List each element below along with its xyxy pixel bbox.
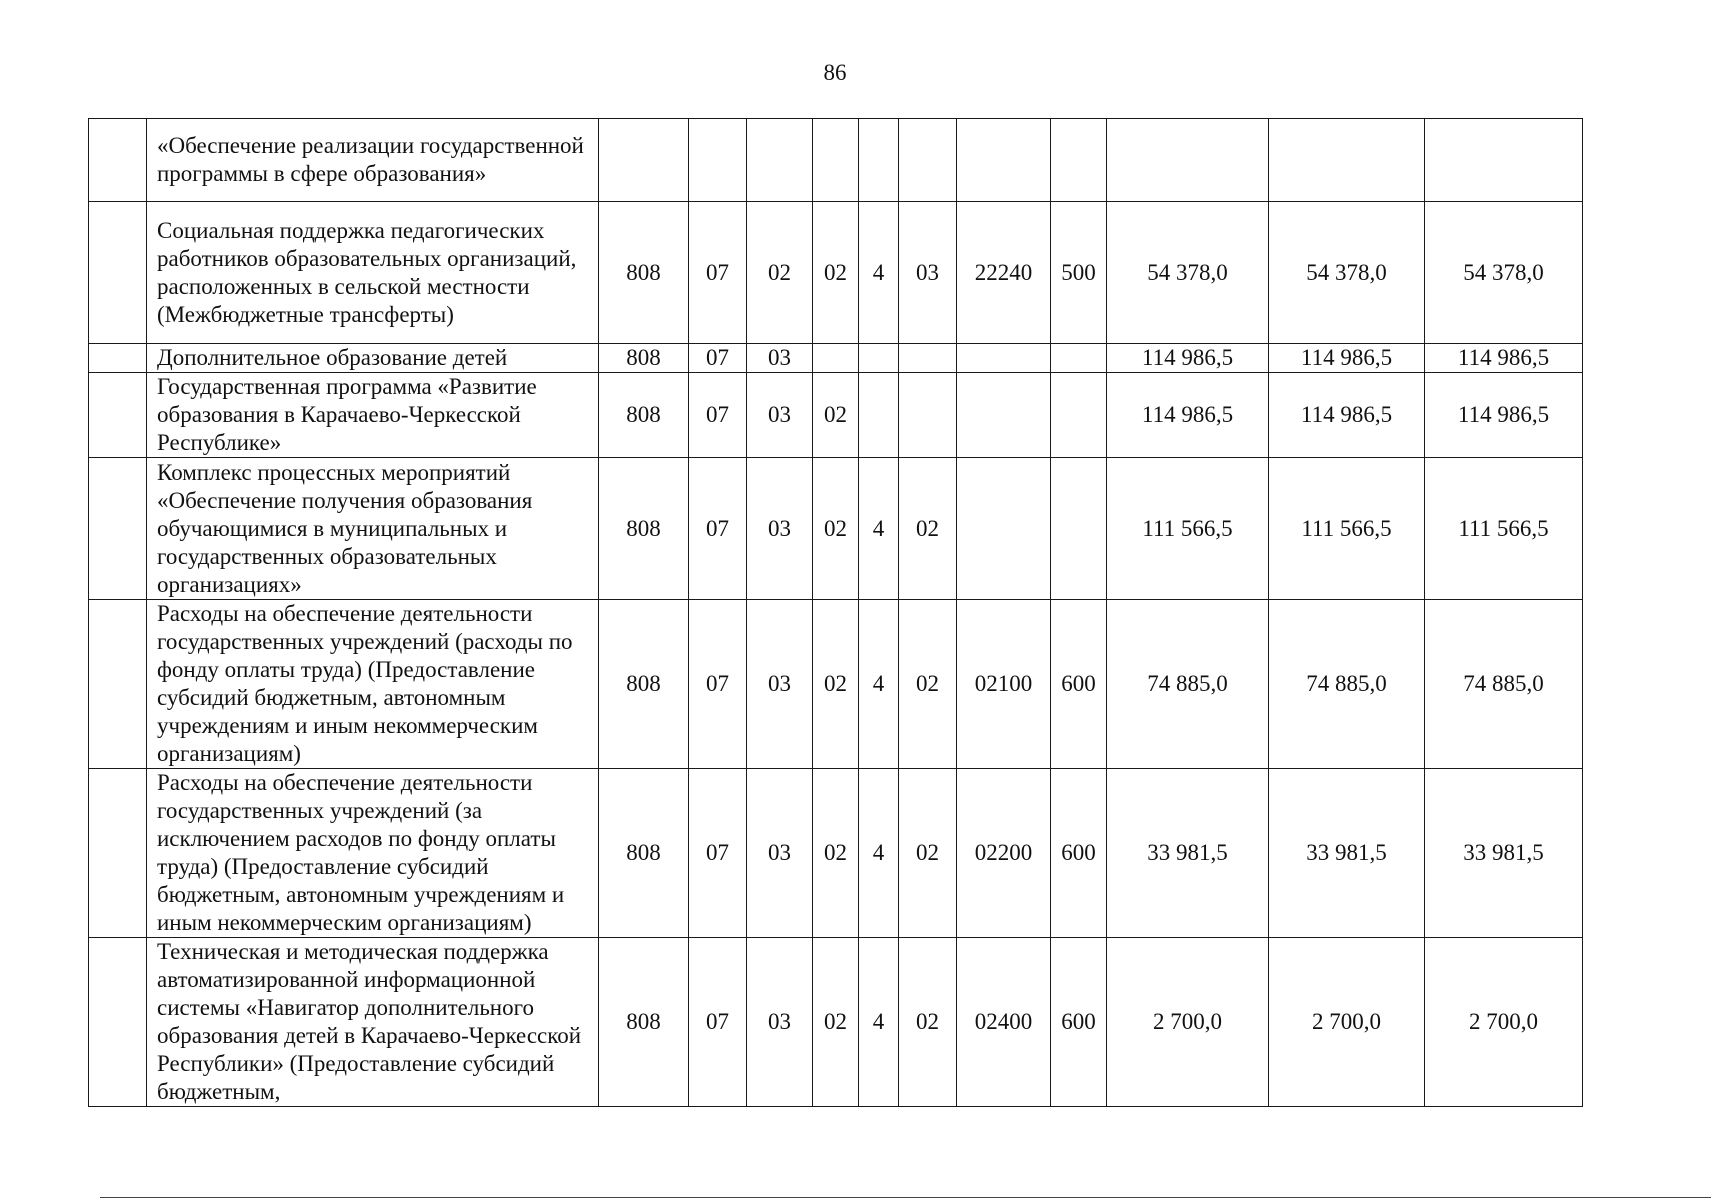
row-index-cell bbox=[89, 938, 147, 1107]
amount-year2-cell: 114 986,5 bbox=[1269, 373, 1425, 458]
amount-year1-cell: 111 566,5 bbox=[1107, 458, 1269, 600]
direction-code-cell: 02100 bbox=[957, 600, 1051, 769]
direction-code-cell bbox=[957, 119, 1051, 202]
page-bottom-rule bbox=[100, 1197, 1711, 1198]
podrazdel-cell: 03 bbox=[747, 938, 813, 1107]
amount-year1-cell: 2 700,0 bbox=[1107, 938, 1269, 1107]
row-name-cell: Государственная программа «Развитие образования в Карачаево-Черкесской Республике» bbox=[147, 373, 599, 458]
type-code-cell: 4 bbox=[859, 458, 899, 600]
program-code-cell: 02 bbox=[813, 769, 859, 938]
amount-year3-cell bbox=[1425, 119, 1583, 202]
razdel-cell: 07 bbox=[689, 458, 747, 600]
razdel-cell: 07 bbox=[689, 202, 747, 344]
type-code-cell: 4 bbox=[859, 938, 899, 1107]
row-name-cell: Комплекс процессных мероприятий «Обеспечение получения образования обучающимися в муниципальных и государственных образовательных организациях» bbox=[147, 458, 599, 600]
direction-code-cell: 02400 bbox=[957, 938, 1051, 1107]
complex-code-cell: 02 bbox=[899, 769, 957, 938]
podrazdel-cell: 02 bbox=[747, 202, 813, 344]
expense-type-cell bbox=[1051, 373, 1107, 458]
amount-year1-cell: 74 885,0 bbox=[1107, 600, 1269, 769]
expense-type-cell: 600 bbox=[1051, 769, 1107, 938]
table-row bbox=[89, 202, 1583, 344]
amount-year3-cell: 114 986,5 bbox=[1425, 344, 1583, 373]
amount-year3-cell: 114 986,5 bbox=[1425, 373, 1583, 458]
podrazdel-cell: 03 bbox=[747, 769, 813, 938]
row-index-cell bbox=[89, 202, 147, 344]
row-name-cell: Дополнительное образование детей bbox=[147, 344, 599, 373]
podrazdel-cell: 03 bbox=[747, 373, 813, 458]
type-code-cell bbox=[859, 119, 899, 202]
amount-year2-cell: 114 986,5 bbox=[1269, 344, 1425, 373]
podrazdel-cell bbox=[747, 119, 813, 202]
complex-code-cell: 02 bbox=[899, 938, 957, 1107]
program-code-cell: 02 bbox=[813, 373, 859, 458]
amount-year2-cell: 74 885,0 bbox=[1269, 600, 1425, 769]
table-row bbox=[89, 458, 1583, 600]
ved-cell: 808 bbox=[599, 458, 689, 600]
amount-year1-cell: 114 986,5 bbox=[1107, 373, 1269, 458]
amount-year2-cell: 54 378,0 bbox=[1269, 202, 1425, 344]
row-index-cell bbox=[89, 600, 147, 769]
row-name-cell: «Обеспечение реализации государственной программы в сфере образования» bbox=[147, 119, 599, 202]
ved-cell: 808 bbox=[599, 938, 689, 1107]
row-name-cell: Расходы на обеспечение деятельности государственных учреждений (расходы по фонду оплаты труда) (Предоставление субсидий бюджетным, автономным учреждениям и иным некоммерческим организациям) bbox=[147, 600, 599, 769]
table-row bbox=[89, 769, 1583, 938]
razdel-cell: 07 bbox=[689, 344, 747, 373]
amount-year1-cell bbox=[1107, 119, 1269, 202]
amount-year2-cell: 33 981,5 bbox=[1269, 769, 1425, 938]
complex-code-cell: 02 bbox=[899, 600, 957, 769]
podrazdel-cell: 03 bbox=[747, 458, 813, 600]
ved-cell: 808 bbox=[599, 202, 689, 344]
ved-cell: 808 bbox=[599, 344, 689, 373]
table-row bbox=[89, 600, 1583, 769]
program-code-cell: 02 bbox=[813, 202, 859, 344]
type-code-cell: 4 bbox=[859, 202, 899, 344]
program-code-cell bbox=[813, 344, 859, 373]
type-code-cell: 4 bbox=[859, 600, 899, 769]
amount-year3-cell: 2 700,0 bbox=[1425, 938, 1583, 1107]
expense-type-cell: 600 bbox=[1051, 938, 1107, 1107]
expense-type-cell bbox=[1051, 344, 1107, 373]
direction-code-cell bbox=[957, 458, 1051, 600]
row-index-cell bbox=[89, 344, 147, 373]
amount-year3-cell: 33 981,5 bbox=[1425, 769, 1583, 938]
complex-code-cell bbox=[899, 344, 957, 373]
razdel-cell: 07 bbox=[689, 769, 747, 938]
table-row bbox=[89, 938, 1583, 1107]
row-index-cell bbox=[89, 119, 147, 202]
direction-code-cell bbox=[957, 373, 1051, 458]
table-row bbox=[89, 373, 1583, 458]
podrazdel-cell: 03 bbox=[747, 344, 813, 373]
program-code-cell: 02 bbox=[813, 938, 859, 1107]
razdel-cell: 07 bbox=[689, 373, 747, 458]
amount-year3-cell: 74 885,0 bbox=[1425, 600, 1583, 769]
row-index-cell bbox=[89, 458, 147, 600]
program-code-cell: 02 bbox=[813, 458, 859, 600]
complex-code-cell bbox=[899, 119, 957, 202]
ved-cell bbox=[599, 119, 689, 202]
razdel-cell: 07 bbox=[689, 600, 747, 769]
type-code-cell bbox=[859, 373, 899, 458]
complex-code-cell bbox=[899, 373, 957, 458]
amount-year1-cell: 114 986,5 bbox=[1107, 344, 1269, 373]
row-index-cell bbox=[89, 769, 147, 938]
type-code-cell: 4 bbox=[859, 769, 899, 938]
page-number: 86 bbox=[823, 60, 847, 85]
ved-cell: 808 bbox=[599, 373, 689, 458]
program-code-cell bbox=[813, 119, 859, 202]
table-row bbox=[89, 344, 1583, 373]
expense-type-cell bbox=[1051, 119, 1107, 202]
ved-cell: 808 bbox=[599, 769, 689, 938]
table-row bbox=[89, 119, 1583, 202]
complex-code-cell: 02 bbox=[899, 458, 957, 600]
direction-code-cell: 02200 bbox=[957, 769, 1051, 938]
ved-cell: 808 bbox=[599, 600, 689, 769]
budget-table bbox=[88, 118, 1583, 1107]
razdel-cell: 07 bbox=[689, 938, 747, 1107]
direction-code-cell: 22240 bbox=[957, 202, 1051, 344]
direction-code-cell bbox=[957, 344, 1051, 373]
row-name-cell: Расходы на обеспечение деятельности государственных учреждений (за исключением расходов по фонду оплаты труда) (Предоставление субсидий бюджетным, автономным учреждениям и иным некоммерческим организациям) bbox=[147, 769, 599, 938]
row-name-cell: Социальная поддержка педагогических работников образовательных организаций, расположенных в сельской местности (Межбюджетные трансферты) bbox=[147, 202, 599, 344]
complex-code-cell: 03 bbox=[899, 202, 957, 344]
program-code-cell: 02 bbox=[813, 600, 859, 769]
amount-year2-cell: 111 566,5 bbox=[1269, 458, 1425, 600]
amount-year1-cell: 33 981,5 bbox=[1107, 769, 1269, 938]
amount-year3-cell: 54 378,0 bbox=[1425, 202, 1583, 344]
podrazdel-cell: 03 bbox=[747, 600, 813, 769]
expense-type-cell: 600 bbox=[1051, 600, 1107, 769]
razdel-cell bbox=[689, 119, 747, 202]
row-index-cell bbox=[89, 373, 147, 458]
amount-year3-cell: 111 566,5 bbox=[1425, 458, 1583, 600]
amount-year1-cell: 54 378,0 bbox=[1107, 202, 1269, 344]
expense-type-cell: 500 bbox=[1051, 202, 1107, 344]
row-name-cell: Техническая и методическая поддержка автоматизированной информационной системы «Навигатор дополнительного образования детей в Карачаево-Черкесской Республики» (Предоставление субсидий бюджетным, bbox=[147, 938, 599, 1107]
amount-year2-cell bbox=[1269, 119, 1425, 202]
type-code-cell bbox=[859, 344, 899, 373]
expense-type-cell bbox=[1051, 458, 1107, 600]
amount-year2-cell: 2 700,0 bbox=[1269, 938, 1425, 1107]
